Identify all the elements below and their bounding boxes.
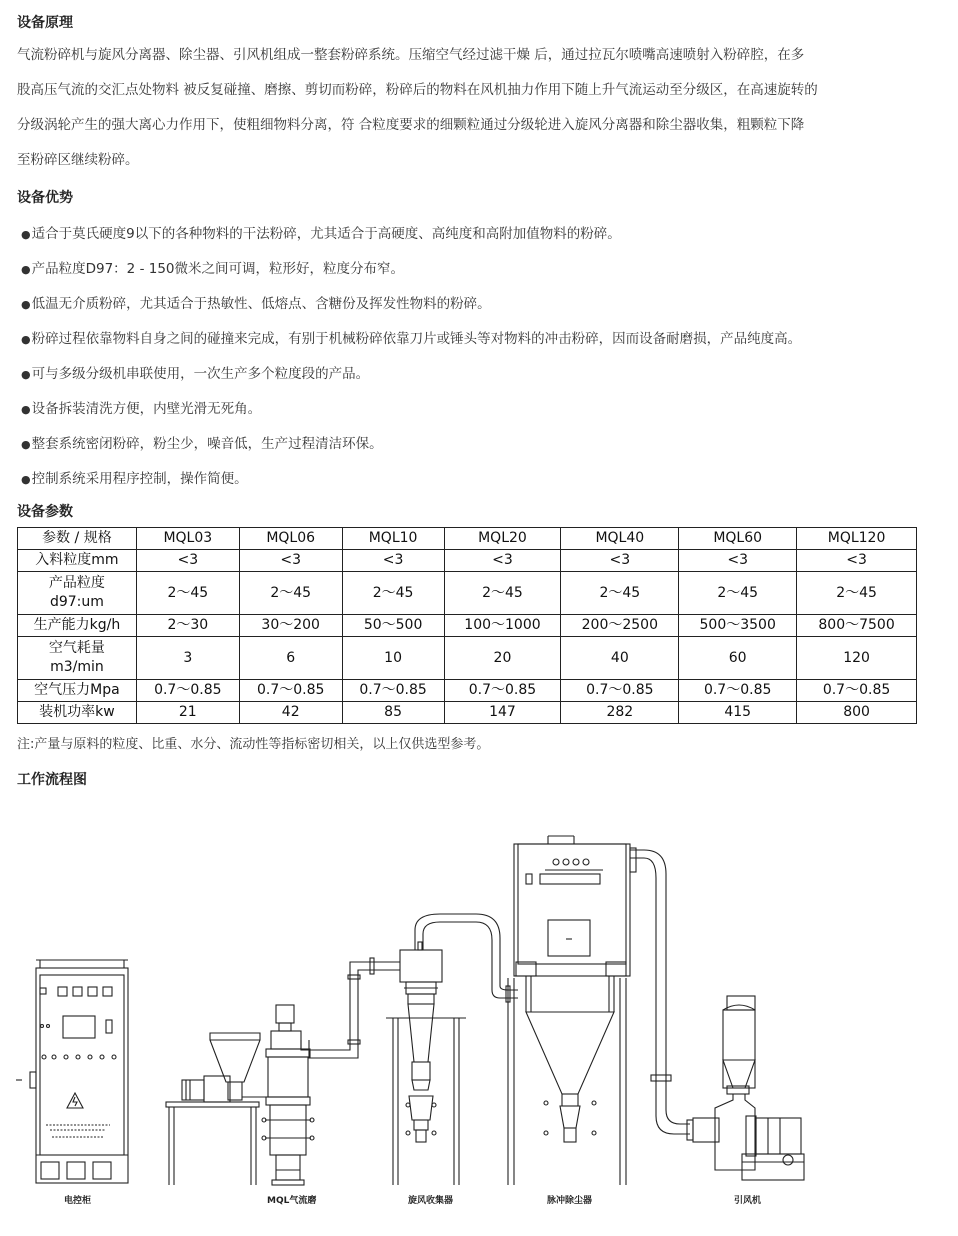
table-cell: <3: [136, 550, 239, 572]
table-header-row: [18, 528, 917, 550]
advantage-item: ● 粉碎过程依靠物料自身之间的碰撞来完成，有别于机械粉碎依靠刀片或锤头等对物料的冲击粉碎，因而设备耐磨损，产品纯度高。: [21, 327, 801, 347]
advantage-item: ● 整套系统密闭粉碎，粉尘少，噪音低，生产过程清洁环保。: [21, 432, 383, 452]
table-cell: 0.7～0.85: [797, 680, 917, 702]
dust-collector-drawing: [508, 836, 693, 1185]
header-cell: MQL10: [342, 528, 444, 550]
table-cell: 0.7～0.85: [136, 680, 239, 702]
table-cell: 147: [444, 702, 561, 724]
table-cell: 2～45: [239, 572, 342, 615]
row-label: 装机功率kw: [18, 702, 137, 724]
table-cell: 415: [679, 702, 797, 724]
row-label: 空气耗量 m3/min: [18, 637, 137, 680]
advantages-title: 设备优势: [17, 190, 73, 206]
advantage-item: ● 设备拆装清洗方便，内壁光滑无死角。: [21, 397, 261, 417]
table-cell: 100～1000: [444, 615, 561, 637]
principle-line-1: 气流粉碎机与旋风分离器、除尘器、引风机组成一整套粉碎系统。压缩空气经过滤干燥 后，通过拉瓦尔喷嘴高速喷射入粉碎腔，在多: [17, 47, 805, 63]
advantage-item: ● 低温无介质粉碎，尤其适合于热敏性、低熔点、含糖份及挥发性物料的粉碎。: [21, 292, 491, 312]
label-control-cabinet: 电控柜: [64, 1196, 92, 1206]
table-cell: 0.7～0.85: [679, 680, 797, 702]
table-cell: <3: [797, 550, 917, 572]
header-cell: MQL06: [239, 528, 342, 550]
table-cell: 0.7～0.85: [561, 680, 679, 702]
principle-title: 设备原理: [17, 15, 73, 31]
principle-line-2: 股高压气流的交汇点处物料 被反复碰撞、磨擦、剪切而粉碎，粉碎后的物料在风机抽力作用下随上升气流运动至分级区，在高速旋转的: [17, 82, 818, 98]
spec-table: [17, 527, 917, 724]
label-fan: 引风机: [734, 1196, 762, 1206]
advantage-item: ● 控制系统采用程序控制，操作简便。: [21, 467, 248, 487]
header-cell: MQL60: [679, 528, 797, 550]
fan-drawing: [693, 996, 804, 1180]
table-cell: 200～2500: [561, 615, 679, 637]
table-row: [18, 680, 917, 702]
table-cell: 10: [342, 637, 444, 680]
table-cell: 2～30: [136, 615, 239, 637]
table-cell: <3: [561, 550, 679, 572]
label-jet-mill: MQL气流磨: [267, 1196, 317, 1206]
table-cell: 2～45: [561, 572, 679, 615]
table-row: [18, 615, 917, 637]
control-cabinet-drawing: [16, 960, 128, 1183]
table-cell: <3: [679, 550, 797, 572]
params-title: 设备参数: [17, 504, 73, 520]
jet-mill-drawing: [166, 958, 400, 1185]
table-cell: 2～45: [797, 572, 917, 615]
label-cyclone: 旋风收集器: [408, 1196, 454, 1206]
row-label: 生产能力kg/h: [18, 615, 137, 637]
table-cell: <3: [342, 550, 444, 572]
table-cell: 800: [797, 702, 917, 724]
table-cell: 0.7～0.85: [342, 680, 444, 702]
table-cell: 0.7～0.85: [444, 680, 561, 702]
advantage-item: ● 产品粒度D97：2 - 150微米之间可调，粒形好，粒度分布窄。: [21, 257, 404, 277]
header-cell: MQL20: [444, 528, 561, 550]
table-cell: 120: [797, 637, 917, 680]
row-label: 入料粒度mm: [18, 550, 137, 572]
table-cell: 85: [342, 702, 444, 724]
cyclone-drawing: [386, 914, 518, 1185]
table-cell: 282: [561, 702, 679, 724]
table-cell: 6: [239, 637, 342, 680]
table-row: [18, 637, 917, 680]
table-cell: 2～45: [444, 572, 561, 615]
label-dust-collector: 脉冲除尘器: [547, 1196, 593, 1206]
table-cell: 800～7500: [797, 615, 917, 637]
header-cell: 参数 / 规格: [18, 528, 137, 550]
table-cell: 2～45: [342, 572, 444, 615]
principle-line-4: 至粉碎区继续粉碎。: [17, 152, 139, 168]
table-cell: 500～3500: [679, 615, 797, 637]
table-row: [18, 572, 917, 615]
table-cell: 40: [561, 637, 679, 680]
table-cell: 3: [136, 637, 239, 680]
advantage-item: ● 适合于莫氏硬度9以下的各种物料的干法粉碎，尤其适合于高硬度、高纯度和高附加值物料的粉碎。: [21, 222, 621, 242]
table-cell: <3: [239, 550, 342, 572]
table-cell: 60: [679, 637, 797, 680]
table-row: [18, 702, 917, 724]
table-cell: <3: [444, 550, 561, 572]
table-cell: 42: [239, 702, 342, 724]
header-cell: MQL03: [136, 528, 239, 550]
table-row: [18, 550, 917, 572]
table-cell: 2～45: [679, 572, 797, 615]
header-cell: MQL120: [797, 528, 917, 550]
row-label: 产品粒度 d97:um: [18, 572, 137, 615]
table-cell: 21: [136, 702, 239, 724]
table-cell: 20: [444, 637, 561, 680]
table-cell: 2～45: [136, 572, 239, 615]
table-note: 注:产量与原料的粒度、比重、水分、流动性等指标密切相关，以上仅供选型参考。: [17, 737, 490, 752]
flow-title: 工作流程图: [17, 772, 87, 788]
advantage-item: ● 可与多级分级机串联使用，一次生产多个粒度段的产品。: [21, 362, 369, 382]
header-cell: MQL40: [561, 528, 679, 550]
table-cell: 0.7～0.85: [239, 680, 342, 702]
table-cell: 50～500: [342, 615, 444, 637]
row-label: 空气压力Mpa: [18, 680, 137, 702]
table-cell: 30～200: [239, 615, 342, 637]
principle-line-3: 分级涡轮产生的强大离心力作用下，使粗细物料分离，符 合粒度要求的细颗粒通过分级轮进入旋风分离器和除尘器收集，粗颗粒下降: [17, 117, 805, 133]
